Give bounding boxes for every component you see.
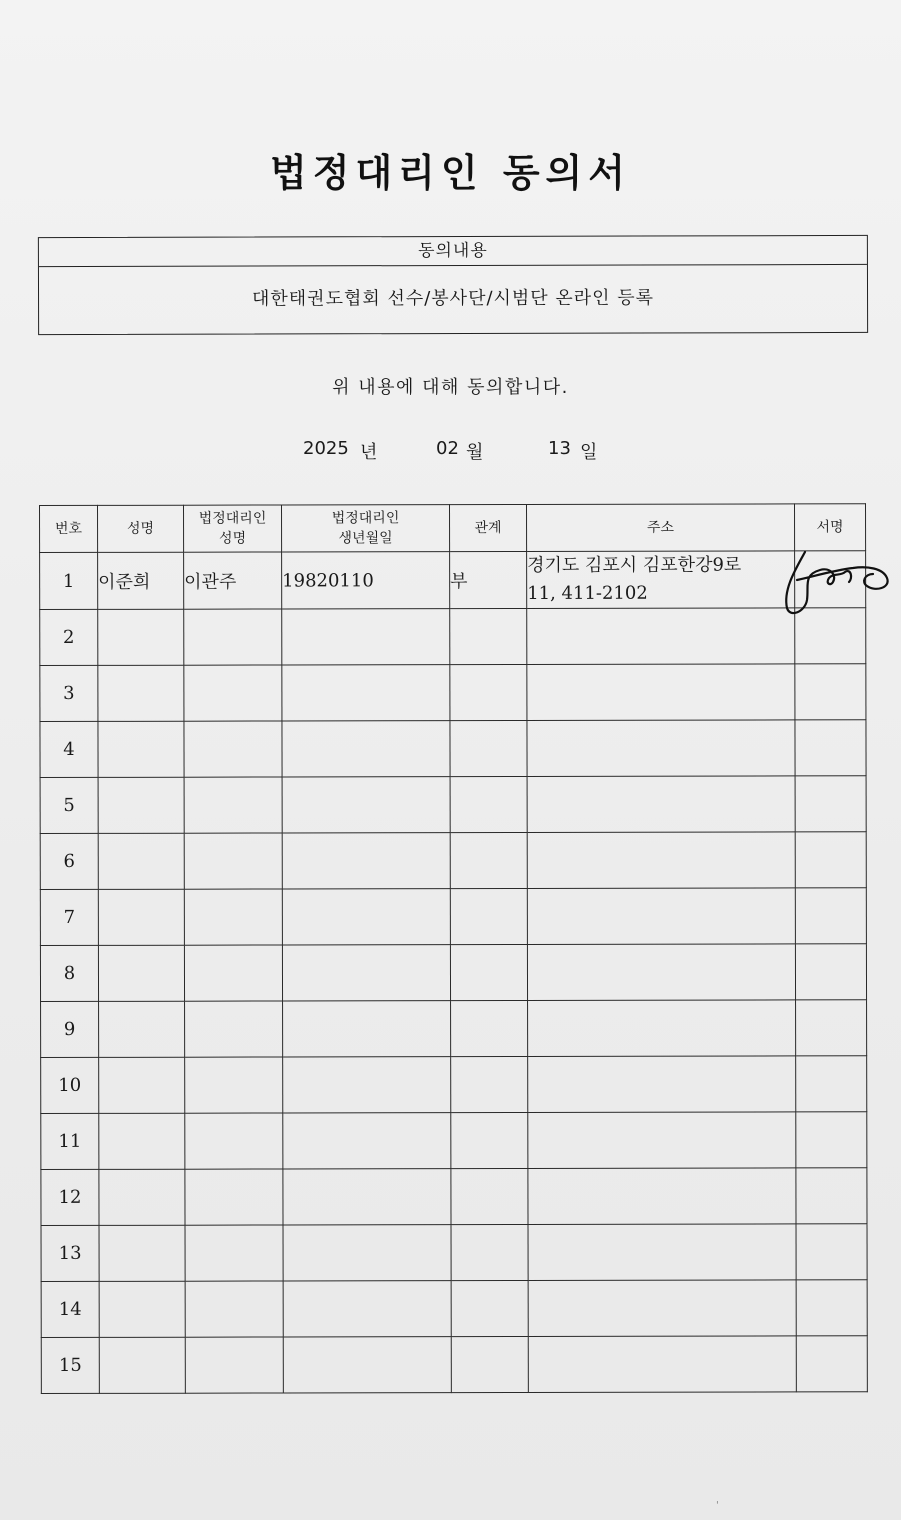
row-name [99, 1113, 185, 1169]
table-row [40, 944, 866, 1002]
row-relation: 부 [450, 551, 527, 608]
row-number: 13 [41, 1225, 99, 1281]
row-signature [795, 664, 866, 720]
row-guardian-dob [282, 721, 450, 777]
row-address [527, 664, 795, 721]
date-month: 02 [436, 438, 459, 459]
table-row [41, 1336, 867, 1394]
table-row [40, 776, 866, 834]
row-guardian-dob [282, 609, 450, 665]
row-relation [451, 1336, 528, 1392]
row-name [99, 1057, 185, 1113]
row-number: 2 [40, 609, 98, 665]
row-guardian-name [184, 945, 282, 1001]
row-guardian-dob [283, 1001, 451, 1057]
date-year-unit: 년 [360, 442, 378, 463]
row-guardian-dob [282, 777, 450, 833]
row-signature [795, 776, 866, 832]
row-signature [796, 1280, 867, 1336]
row-relation [451, 1000, 528, 1056]
row-relation [450, 944, 527, 1000]
row-signature [796, 1168, 867, 1224]
row-address [527, 608, 795, 665]
row-address [527, 776, 795, 833]
row-guardian-name [185, 1001, 283, 1057]
row-name [98, 833, 184, 889]
row-number: 8 [40, 945, 98, 1001]
row-address [528, 1112, 796, 1169]
row-number: 10 [41, 1057, 99, 1113]
row-relation [450, 720, 527, 776]
row-number: 14 [41, 1281, 99, 1337]
row-number: 11 [41, 1113, 99, 1169]
row-signature [795, 944, 866, 1000]
row-guardian-name [185, 1113, 283, 1169]
row-signature [796, 1056, 867, 1112]
row-relation [451, 1224, 528, 1280]
row-guardian-dob [283, 1169, 451, 1225]
table-row [40, 608, 866, 666]
handwritten-signature [775, 540, 893, 620]
table-row [40, 832, 866, 890]
row-signature [796, 1112, 867, 1168]
row-number: 7 [40, 889, 98, 945]
row-guardian-name [185, 1169, 283, 1225]
consent-box [38, 235, 868, 335]
row-name [99, 1281, 185, 1337]
table-row [40, 888, 866, 946]
row-guardian-name: 이관주 [184, 552, 282, 609]
paper-mark: ' [716, 1500, 719, 1511]
row-name [99, 1169, 185, 1225]
row-number: 3 [40, 665, 98, 721]
table-row [41, 1168, 867, 1226]
header-address: 주소 [527, 504, 795, 552]
row-address [528, 1280, 796, 1337]
row-address [527, 944, 795, 1001]
row-guardian-name [184, 665, 282, 721]
row-name [98, 721, 184, 777]
row-guardian-dob [282, 889, 450, 945]
row-address [527, 832, 795, 889]
row-signature [796, 1000, 867, 1056]
row-guardian-dob [282, 665, 450, 721]
date-day-unit: 일 [580, 442, 598, 463]
address-line-1: 경기도 김포시 김포한강9로 [527, 554, 742, 576]
row-guardian-dob [282, 833, 450, 889]
row-guardian-name [184, 609, 282, 665]
row-number: 5 [40, 777, 98, 833]
table-row [40, 664, 866, 722]
header-number: 번호 [40, 505, 98, 552]
row-relation [450, 608, 527, 664]
header-relation: 관계 [450, 504, 527, 551]
date-day: 13 [548, 438, 571, 459]
row-relation [451, 1168, 528, 1224]
row-guardian-dob [283, 1337, 451, 1393]
consent-content: 대한태권도협회 선수/봉사단/시범단 온라인 등록 [251, 287, 655, 310]
row-name [98, 777, 184, 833]
row-name [99, 1225, 185, 1281]
date-month-unit: 월 [466, 442, 484, 463]
row-name: 이준희 [98, 552, 184, 609]
row-guardian-dob: 19820110 [282, 552, 450, 609]
agree-statement: 위 내용에 대해 동의합니다. [332, 377, 569, 398]
row-address [528, 1336, 796, 1393]
row-guardian-name [184, 721, 282, 777]
row-guardian-name [185, 1337, 283, 1393]
header-guardian-dob: 법정대리인 생년월일 [282, 505, 450, 552]
row-signature [795, 720, 866, 776]
row-relation [450, 888, 527, 944]
row-guardian-dob [283, 1225, 451, 1281]
row-name [98, 945, 184, 1001]
table-row [40, 720, 866, 778]
row-guardian-name [184, 889, 282, 945]
row-guardian-dob [283, 1281, 451, 1337]
table-row [41, 1000, 867, 1058]
row-guardian-name [184, 777, 282, 833]
row-relation [450, 776, 527, 832]
row-relation [451, 1056, 528, 1112]
table-row [41, 1280, 867, 1338]
row-name [99, 1001, 185, 1057]
row-name [98, 889, 184, 945]
table-row [41, 1056, 867, 1114]
table-row [41, 1224, 867, 1282]
row-name [98, 609, 184, 665]
guardian-table [39, 503, 868, 1394]
address-line-2: 11, 411-2102 [527, 582, 648, 604]
row-number: 1 [40, 552, 98, 609]
row-number: 15 [41, 1337, 99, 1393]
table-row [40, 551, 866, 610]
row-relation [451, 1280, 528, 1336]
row-address [527, 720, 795, 777]
row-guardian-name [184, 833, 282, 889]
row-guardian-dob [282, 945, 450, 1001]
row-relation [450, 832, 527, 888]
row-guardian-dob [283, 1057, 451, 1113]
row-number: 12 [41, 1169, 99, 1225]
row-guardian-dob [283, 1113, 451, 1169]
header-guardian-name: 법정대리인 성명 [184, 505, 282, 552]
row-signature [796, 1336, 867, 1392]
row-address [527, 888, 795, 945]
row-address [528, 1056, 796, 1113]
row-address [527, 551, 795, 609]
row-guardian-name [185, 1281, 283, 1337]
row-guardian-name [185, 1225, 283, 1281]
consent-header: 동의내용 [39, 236, 867, 267]
date-year: 2025 [303, 438, 349, 459]
table-header-row [40, 504, 866, 553]
header-signature: 서명 [794, 504, 865, 551]
document-title: 법정대리인 동의서 [270, 151, 631, 195]
header-name: 성명 [98, 505, 184, 552]
row-guardian-name [185, 1057, 283, 1113]
row-number: 6 [40, 833, 98, 889]
row-signature [795, 888, 866, 944]
row-signature [795, 832, 866, 888]
row-name [99, 1337, 185, 1393]
table-row [41, 1112, 867, 1170]
row-name [98, 665, 184, 721]
row-number: 9 [41, 1001, 99, 1057]
row-relation [451, 1112, 528, 1168]
row-address [528, 1224, 796, 1281]
row-address [528, 1168, 796, 1225]
row-number: 4 [40, 721, 98, 777]
row-relation [450, 664, 527, 720]
row-signature [796, 1224, 867, 1280]
row-address [528, 1000, 796, 1057]
